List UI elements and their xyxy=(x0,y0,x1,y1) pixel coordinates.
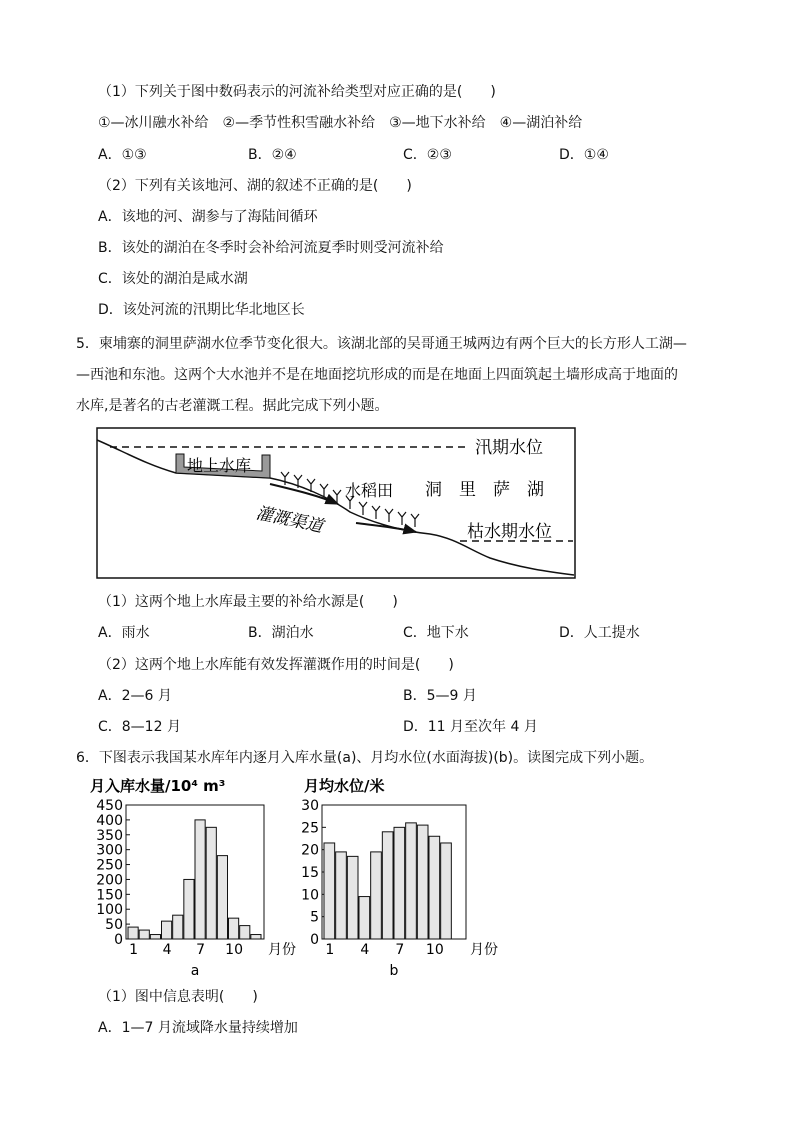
y-tick-label: 30 xyxy=(301,798,319,814)
bar-month-11 xyxy=(240,926,250,939)
q5-sub1-option-b: B．湖泊水 xyxy=(248,625,314,641)
bar-month-1 xyxy=(324,843,335,939)
y-tick-label: 300 xyxy=(96,842,123,859)
x-axis-label: 月份 xyxy=(268,942,296,958)
chart-title: 月入库水量/10⁴ m³ xyxy=(90,777,226,795)
bar-month-5 xyxy=(173,915,183,939)
lake-label: 洞 里 萨 湖 xyxy=(425,480,544,500)
q5-sub2-option-d: D．11 月至次年 4 月 xyxy=(403,719,538,735)
x-tick-label: 1 xyxy=(325,942,335,958)
canal-label: 灌溉渠道 xyxy=(253,503,325,538)
x-tick-label: 4 xyxy=(360,942,370,958)
x-tick-label: 4 xyxy=(162,942,172,958)
x-tick-label: 1 xyxy=(129,942,139,958)
q5-sub1-stem: （1）这两个地上水库最主要的补给水源是( ) xyxy=(98,594,398,610)
q4-sub1-option-c: C．②③ xyxy=(403,147,452,163)
chart-monthly-water-level xyxy=(296,775,526,975)
x-tick-label: 10 xyxy=(425,942,444,958)
q4-sub1-option-b: B．②④ xyxy=(248,147,297,163)
q4-sub2-stem: （2）下列有关该地河、湖的叙述不正确的是( ) xyxy=(98,178,412,194)
bar-month-7 xyxy=(394,827,405,939)
ground-profile xyxy=(97,440,574,575)
bar-month-3 xyxy=(347,856,358,939)
bar-month-6 xyxy=(184,879,194,939)
y-tick-label: 15 xyxy=(301,865,319,881)
q4-sub2-option-c: C．该处的湖泊是咸水湖 xyxy=(98,271,248,287)
chart-monthly-inflow xyxy=(88,775,308,975)
x-tick-label: 7 xyxy=(395,942,405,958)
bar-month-8 xyxy=(406,823,417,939)
q6-sub1-stem: （1）图中信息表明( ) xyxy=(98,989,258,1005)
dry-level-label: 枯水期水位 xyxy=(467,522,552,542)
x-tick-label: 7 xyxy=(196,942,206,958)
y-tick-label: 100 xyxy=(96,902,123,919)
q5-sub1-option-a: A．雨水 xyxy=(98,625,150,641)
q5-intro-line-3: 水库,是著名的古老灌溉工程。据此完成下列小题。 xyxy=(76,398,389,414)
paddy-label: 水稻田 xyxy=(345,481,394,500)
y-tick-label: 150 xyxy=(96,887,123,904)
y-tick-label: 5 xyxy=(310,909,319,926)
bar-month-4 xyxy=(359,897,370,939)
bar-month-6 xyxy=(382,832,393,939)
bar-month-9 xyxy=(417,825,428,939)
q5-sub2-stem: （2）这两个地上水库能有效发挥灌溉作用的时间是( ) xyxy=(98,657,454,673)
x-axis-label: 月份 xyxy=(470,942,498,958)
reservoir-label: 地上水库 xyxy=(187,456,252,475)
y-tick-label: 250 xyxy=(96,857,123,874)
q4-sub1-option-a: A．①③ xyxy=(98,147,147,163)
y-tick-label: 25 xyxy=(301,820,319,837)
bar-month-10 xyxy=(229,918,239,939)
flood-level-label: 汛期水位 xyxy=(475,438,543,458)
bar-month-4 xyxy=(162,921,172,939)
y-tick-label: 20 xyxy=(301,842,319,859)
q5-sub2-option-a: A．2—6 月 xyxy=(98,688,172,704)
q4-sub1-stem: （1）下列关于图中数码表示的河流补给类型对应正确的是( ) xyxy=(98,84,496,100)
q4-supply-types: ①—冰川融水补给 ②—季节性积雪融水补给 ③—地下水补给 ④—湖泊补给 xyxy=(98,115,583,131)
q6-sub1-option-a: A．1—7 月流域降水量持续增加 xyxy=(98,1020,298,1036)
x-tick-label: 10 xyxy=(225,942,243,958)
y-tick-label: 50 xyxy=(105,917,123,934)
chart-title: 月均水位/米 xyxy=(304,777,385,795)
y-tick-label: 10 xyxy=(301,887,319,904)
bar-month-7 xyxy=(195,820,205,939)
y-tick-label: 450 xyxy=(96,798,123,814)
y-tick-label: 0 xyxy=(114,932,123,948)
q5-intro-line-2: —西池和东池。这两个大水池并不是在地面挖坑形成的而是在地面上四面筑起土墙形成高于地面的 xyxy=(76,367,678,383)
bar-month-2 xyxy=(139,930,149,939)
q5-sub1-option-d: D．人工提水 xyxy=(559,625,640,641)
bar-month-8 xyxy=(206,827,216,939)
bar-month-3 xyxy=(150,935,160,939)
q5-intro-line-1: 5．柬埔寨的洞里萨湖水位季节变化很大。该湖北部的吴哥通王城两边有两个巨大的长方形人工湖— xyxy=(76,336,687,352)
chart-caption: b xyxy=(389,963,399,975)
bar-month-12 xyxy=(251,935,261,939)
canal-arrow-upper xyxy=(270,484,338,504)
q5-sub2-option-b: B．5—9 月 xyxy=(403,688,477,704)
q4-sub2-option-a: A．该地的河、湖参与了海陆间循环 xyxy=(98,209,318,225)
bar-month-10 xyxy=(429,836,440,939)
q4-sub2-option-b: B．该处的湖泊在冬季时会补给河流夏季时则受河流补给 xyxy=(98,240,444,256)
bar-month-11 xyxy=(441,843,452,939)
y-tick-label: 0 xyxy=(310,932,319,948)
q5-irrigation-diagram xyxy=(0,422,794,582)
q4-sub1-option-d: D．①④ xyxy=(559,147,609,163)
y-tick-label: 350 xyxy=(96,827,123,844)
q4-sub2-option-d: D．该处河流的汛期比华北地区长 xyxy=(98,302,305,318)
bar-month-9 xyxy=(217,856,227,939)
chart-caption: a xyxy=(190,963,200,975)
q6-intro: 6．下图表示我国某水库年内逐月入库水量(a)、月均水位(水面海拔)(b)。读图完成下列小题。 xyxy=(76,750,654,766)
bar-month-1 xyxy=(128,927,138,939)
bar-month-2 xyxy=(336,852,347,939)
q5-sub1-option-c: C．地下水 xyxy=(403,625,469,641)
y-tick-label: 200 xyxy=(96,872,123,889)
canal-arrow-lower xyxy=(356,523,416,532)
bar-month-5 xyxy=(371,852,382,939)
y-tick-label: 400 xyxy=(96,812,123,829)
q5-sub2-option-c: C．8—12 月 xyxy=(98,719,181,735)
